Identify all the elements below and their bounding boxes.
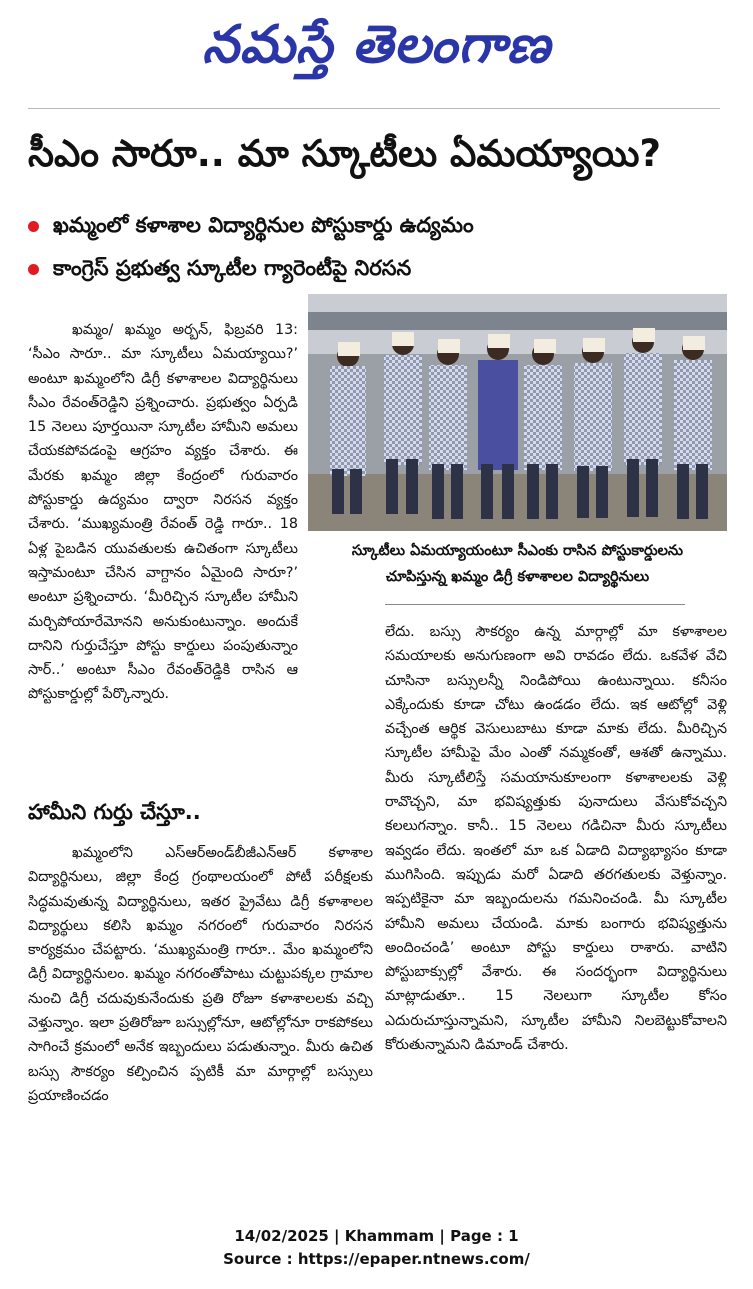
caption-line-1: స్కూటీలు ఏమయ్యాయంటూ సీఎంకు రాసిన పోస్టుకార్డులను: [351, 543, 684, 559]
article-column-left-bottom: [28, 841, 373, 1108]
masthead-divider: [28, 108, 720, 109]
article-photo: [308, 294, 727, 531]
photo-caption: [308, 538, 727, 590]
article-subhead: హామీని గుర్తు చేస్తూ..: [28, 800, 201, 824]
article-paragraph: ఖమ్మంలోని ఎస్‌ఆర్‌అండ్‌బీజీఎన్‌ఆర్ కళాశాల విద్యార్థినులు, జిల్లా కేంద్ర గ్రంథాలయంలో పోటీ పరీక్షలకు సిద్ధమవుతున్న విద్యార్థినులు, ఇతర ప్రైవేటు డిగ్రీ కళాశాలల విద్యార్థులు కలిసి ఖమ్మం నగరంలో గురువారం నిరసన కార్యక్రమం చేపట్టారు. ‘ముఖ్యమంత్రి గారూ.. మేం ఖమ్మంలోని డిగ్రీ విద్యార్థినులం. ఖమ్మం నగరంతోపాటు చుట్టుపక్కల గ్రామాల నుంచి డిగ్రీ చదువుకునేందుకు ప్రతి రోజూ కళాశాలలకు వచ్చి వెళ్తున్నాం. ఇలా ప్రతిరోజూ బస్సుల్లోనూ, ఆటోల్లోనూ రాకపోకలు సాగించే క్రమంలో అనేక ఇబ్బందులు పడుతున్నాం. మీరు ఉచిత బస్సు సౌకర్యం కల్పించిన ప్పటికీ మా మార్గాల్లో బస్సులు ప్రయాణించడం: [28, 845, 373, 1104]
footer-source-line: Source : https://epaper.ntnews.com/: [223, 1250, 530, 1268]
bullet-text: కాంగ్రెస్ ప్రభుత్వ స్కూటీల గ్యారెంటీపై నిరసన: [53, 256, 412, 280]
article-paragraph: లేదు. బస్సు సౌకర్యం ఉన్న మార్గాల్లో మా కళాశాలల సమయాలకు అనుగుణంగా అవి రావడం లేదు. ఒకవేళ వేచి చూసినా బస్సులన్నీ నిండిపోయి ఉంటున్నాయి. కనీసం ఎక్కేందుకు కూడా చోటు ఉండడం లేదు. ఇక ఆటోల్లో వెళ్లి వచ్చేంత ఆర్థిక వెసులుబాటు కూడా మాకు లేదు. మీరిచ్చిన స్కూటీల హామీపై మేం ఎంతో నమ్మకంతో, ఆశతో ఉన్నాము. మీరు స్కూటీలిస్తే సమయానుకూలంగా కళాశాలలకు వెళ్లి రావొచ్చని, మా భవిష్యత్తుకు పునాదులు వేసుకోవచ్చని కలలుగన్నాం. కానీ.. 15 నెలలు గడిచినా మీరు స్కూటీలు ఇవ్వడం లేదు. ఇంతలో మా ఒక ఏడాది విద్యాభ్యాసం కూడా ముగిసింది. ఇప్పుడు మరో ఏడాది తరగతులకు వెళ్తున్నాం. ఇప్పటికైనా మా ఇబ్బందులను గమనించండి. మీ స్కూటీల హామీని అమలు చేయండి. మాకు బంగారు భవిష్యత్తును అందించండి’ అంటూ పోస్టు కార్డులు రాశారు. వాటిని పోస్టుబాక్సుల్లో వేశారు. ఈ సందర్భంగా విద్యార్థినులు మాట్లాడుతూ.. 15 నెలలుగా స్కూటీల కోసం ఎదురుచూస్తున్నామని, స్కూటీల హామీని నిలబెట్టుకోవాలని కోరుతున్నామని డిమాండ్ చేశారు.: [385, 624, 727, 1054]
masthead: [0, 10, 753, 80]
newspaper-logo: నమస్తే తెలంగాణ: [202, 15, 551, 75]
caption-line-2: చూపిస్తున్న ఖమ్మం డిగ్రీ కళాశాలల విద్యార్థినులు: [385, 569, 650, 585]
footer-date-line: 14/02/2025 | Khammam | Page : 1: [234, 1227, 519, 1245]
bullet-dot-icon: [28, 221, 39, 232]
caption-divider: [385, 604, 685, 605]
article-column-right: [385, 620, 727, 1057]
students-photo: [308, 294, 727, 531]
bullet-dot-icon: [28, 264, 39, 275]
article-paragraph: ఖమ్మం/ ఖమ్మం అర్బన్, ఫిబ్రవరి 13: ‘సీఎం సారూ.. మా స్కూటీలు ఏమయ్యాయి?’ అంటూ ఖమ్మంలోని డిగ్రీ కళాశాలల విద్యార్థినులు సీఎం రేవంత్‌రెడ్డిని ప్రశ్నించారు. ప్రభుత్వం ఏర్పడి 15 నెలలు పూర్తయినా స్కూటీల హామీని అమలు చేయకపోవడంపై ఆగ్రహం వ్యక్తం చేశారు. ఈ మేరకు ఖమ్మం జిల్లా కేంద్రంలో గురువారం పోస్టుకార్డు ఉద్యమం ద్వారా నిరసన వ్యక్తం చేశారు. ‘ముఖ్యమంత్రి రేవంత్ రెడ్డి గారూ.. 18 ఏళ్ల పైబడిన యువతులకు ఉచితంగా స్కూటీలు ఇస్తామంటూ చేసిన వాగ్దానం ఏమైంది సారూ?’ అంటూ ప్రశ్నించారు. ‘మీరిచ్చిన స్కూటీల హామీని మర్చిపోయారేమోనని అనుకుంటున్నాం. అందుకే దానిని గుర్తుచేస్తూ పోస్టు కార్డులు పంపుతున్నాం సార్..’ అంటూ సీఎం రేవంత్‌రెడ్డికి రాసిన ఆ పోస్టుకార్డుల్లో పేర్కొన్నారు.: [28, 322, 298, 703]
bullet-text: ఖమ్మంలో కళాశాల విద్యార్థినుల పోస్టుకార్డు ఉద్యమం: [53, 213, 474, 237]
subheadline-bullet: [28, 253, 728, 283]
article-headline: సీఎం సారూ.. మా స్కూటీలు ఏమయ్యాయి?: [28, 132, 661, 175]
subheadline-bullet: [28, 210, 728, 240]
article-column-left-top: [28, 318, 298, 707]
